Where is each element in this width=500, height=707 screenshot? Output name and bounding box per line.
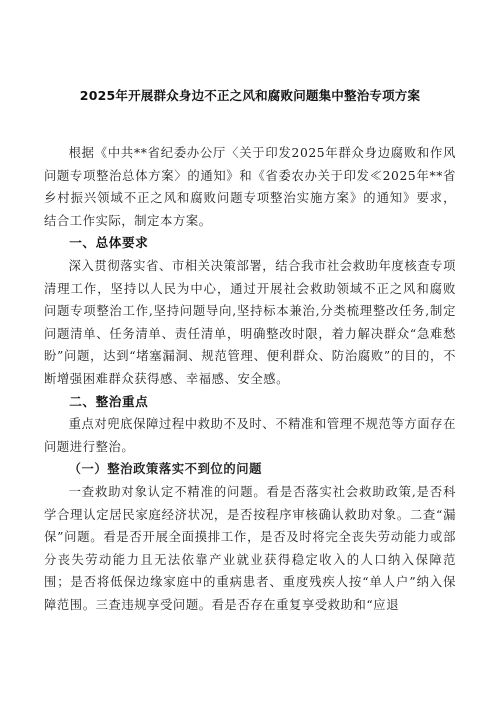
policy-implementation-paragraph: 一查救助对象认定不精准的问题。看是否落实社会救助政策,是否科学合理认定居民家庭经济状况，是否按程序审核确认救助对象。二查“漏保”问题。看是否开展全面摸排工作，是否及时将完全丧失劳动能力或部分丧失劳动能力且无法依靠产业就业获得稳定收入的人口纳入保障范围；是否将低保边缘家庭中的重病患者、重度残疾人按“单人户”纳入保障范围。三查违规享受问题。看是否存在重复享受救助和“应退 — [44, 484, 456, 612]
subsection-heading-policy-implementation: （一）整治政策落实不到位的问题 — [68, 461, 263, 477]
key-rectification-paragraph: 重点对兜底保障过程中救助不及时、不精准和管理不规范等方面存在问题进行整治。 — [44, 417, 456, 454]
section-heading-key-rectification: 二、整治重点 — [69, 393, 149, 409]
document-title: 2025年开展群众身边不正之风和腐败问题集中整治专项方案 — [79, 88, 421, 103]
general-requirements-paragraph: 深入贯彻落实省、市相关决策部署，结合我市社会救助年度核查专项清理工作，坚持以人民为中心，通过开展社会救助领域不正之风和腐败问题专项整治工作,坚持问题导向,坚持标本兼治,分类梳理整改任务,制定问题清单、任务清单、责任清单，明确整改时限，着力解决群众“急难愁盼”问题，达到“堵塞漏洞、规范管理、便利群众、防治腐败”的目的，不断增强困难群众获得感、幸福感、安全感。 — [44, 258, 456, 386]
section-heading-general-requirements: 一、总体要求 — [69, 235, 149, 251]
intro-paragraph: 根据《中共**省纪委办公厅〈关于印发2025年群众身边腐败和作风问题专项整治总体方案〉的通知》和《省委农办关于印发≪2025年**省乡村振兴领域不正之风和腐败问题专项整治实施方案》的通知》要求，结合工作实际，制定本方案。 — [44, 146, 456, 228]
